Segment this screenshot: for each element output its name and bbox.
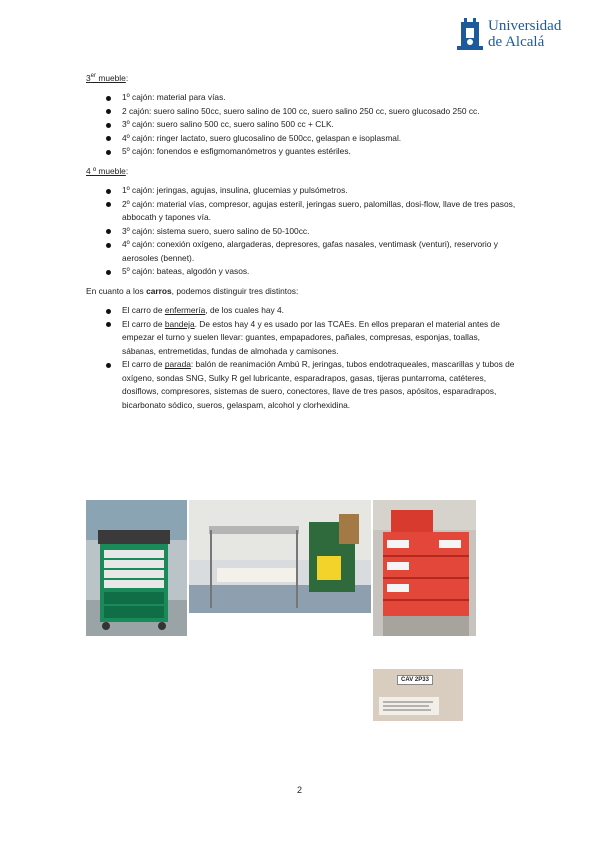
bullet-icon <box>106 189 111 194</box>
photo-carro-bandeja <box>189 500 371 613</box>
list-item: 5º cajón: bateas, algodón y vasos. <box>86 265 516 279</box>
bullet-icon <box>106 123 111 128</box>
carros-list <box>86 304 516 412</box>
bullet-icon <box>106 363 111 368</box>
section-heading-mueble-4: 4 º mueble: <box>86 165 129 176</box>
photo-carro-enfermeria <box>86 500 187 636</box>
list-item: El carro de parada: balón de reanimación Ambú R, jeringas, tubos endotraqueales, mascarillas y tubos de oxígeno, sondas SNG, Sulky R gel lubricante, esparadrapos, gasas, tijeras puntarroma, catéteres, dosiflows, compresores, sistemas de suero, conectores, llave de tres pasos, apósitos, esparadrapos, bicarbonato sódico, sueros, gelaspam, alcohol y clorhexidina. <box>86 358 516 412</box>
label-photo-text: CAV 2P33 <box>397 675 433 685</box>
list-item: 3º cajón: sistema suero, suero salino de 50-100cc. <box>86 225 516 239</box>
mueble-4-list <box>86 184 516 279</box>
list-item: 4º cajón: conexión oxígeno, alargaderas, depresores, gafas nasales, ventimask (venturi), reservorio y aerosoles (bennet). <box>86 238 516 265</box>
bullet-icon <box>106 202 111 207</box>
bullet-icon <box>106 309 111 314</box>
bullet-icon <box>106 109 111 114</box>
university-name-line2: de Alcalá <box>488 34 545 50</box>
list-item: 2º cajón: material vías, compresor, agujas esteril, jeringas suero, palomillas, dosi-flow, llave de tres pasos, abbocath y tapones vía. <box>86 198 516 225</box>
list-item: 4º cajón: ringer lactato, suero glucosalino de 500cc, gelaspan e isoplasmal. <box>86 132 516 146</box>
bullet-icon <box>106 96 111 101</box>
list-item: 1º cajón: material para vías. <box>86 91 516 105</box>
photo-carro-parada <box>373 500 476 636</box>
list-item: 3º cajón: suero salino 500 cc, suero salino 500 cc + CLK. <box>86 118 516 132</box>
bullet-icon <box>106 243 111 248</box>
university-name <box>488 18 561 50</box>
bullet-icon <box>106 229 111 234</box>
bullet-icon <box>106 270 111 275</box>
list-item: 2 cajón: suero salino 50cc, suero salino de 100 cc, suero salino 250 cc, suero glucosado 250 cc. <box>86 105 516 119</box>
list-item: 1º cajón: jeringas, agujas, insulina, glucemias y pulsómetros. <box>86 184 516 198</box>
section-heading-mueble-3: 3er mueble: <box>86 72 129 83</box>
crash-cart-image <box>373 500 476 636</box>
list-item: El carro de enfermería, de los cuales hay 4. <box>86 304 516 318</box>
mueble-3-list <box>86 91 516 159</box>
document-body <box>86 70 516 418</box>
list-item: 5º cajón: fonendos e esfigmomanómetros y guantes estériles. <box>86 145 516 159</box>
university-crest-icon <box>455 18 485 54</box>
list-item: El carro de bandeja. De estos hay 4 y es usado por las TCAEs. En ellos preparan el material antes de empezar el turno y suelen llevar: guantes, empapadores, pañales, compresas, esponjas, toallas, sábanas, entremetidas, fundas de almohada y camisones. <box>86 318 516 359</box>
bullet-icon <box>106 322 111 327</box>
bullet-icon <box>106 136 111 141</box>
page-number: 2 <box>296 785 302 795</box>
nursing-cart-image <box>86 500 187 636</box>
carros-intro: En cuanto a los carros, podemos distinguir tres distintos: <box>86 285 299 296</box>
tray-cart-image <box>189 500 371 613</box>
photo-etiqueta-carro <box>373 669 463 721</box>
bullet-icon <box>106 150 111 155</box>
university-name-line1: Universidad <box>488 18 562 34</box>
